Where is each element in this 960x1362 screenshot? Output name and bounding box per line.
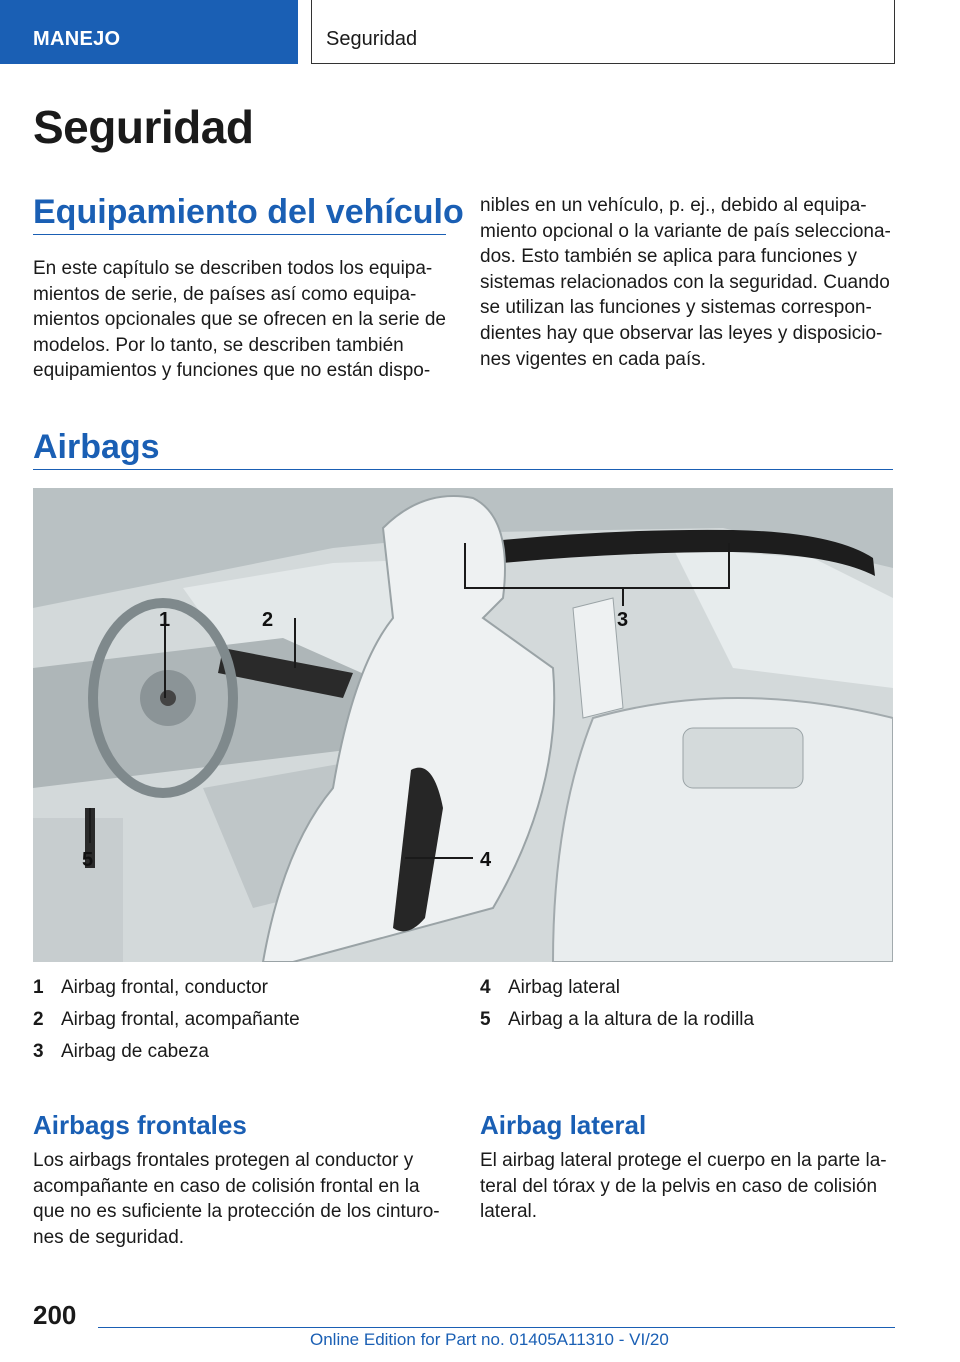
section-tab: MANEJO	[0, 0, 298, 64]
legend-item	[33, 972, 300, 1004]
legend-right	[480, 972, 754, 1036]
callout-2: 2	[262, 609, 274, 631]
airbags-heading-rule	[33, 469, 893, 470]
footer-edition: Online Edition for Part no. 01405A11310 - VI/20	[310, 1330, 669, 1349]
car-interior-drawing	[33, 488, 893, 962]
legend-item	[480, 972, 754, 1004]
legend-number: 1	[33, 977, 44, 998]
page-number: 200	[33, 1300, 77, 1330]
legend-number: 2	[33, 1009, 44, 1030]
legend-item	[33, 1036, 300, 1068]
legend-number: 5	[480, 1009, 491, 1030]
frontal-text: Los airbags frontales protegen al conductor y acompañante en caso de colisión frontal en la que no es suficiente la protección de los cinturo- nes de seguridad.	[33, 1150, 440, 1248]
callout-3: 3	[617, 609, 629, 631]
legend-item	[33, 1004, 300, 1036]
legend-item	[480, 1004, 754, 1036]
legend-label: Airbag frontal, acompañante	[61, 1009, 300, 1030]
legend-label: Airbag a la altura de la rodilla	[508, 1009, 755, 1030]
airbags-illustration	[33, 488, 893, 962]
legend-label: Airbag frontal, conductor	[61, 977, 269, 998]
airbags-heading: Airbags	[33, 428, 160, 466]
equipment-text-col1: En este capítulo se describen todos los equipa- mientos de serie, de países así como equipa- mientos opcionales que se ofrecen en la serie de modelos. Por lo tanto, se describen también equipamientos y funciones que no están dispo-	[33, 258, 446, 382]
frontal-heading: Airbags frontales	[33, 1110, 247, 1140]
equipment-text-col2: nibles en un vehículo, p. ej., debido al equipa- miento opcional o la variante de país selecciona- dos. Esto también se aplica para funciones y sistemas relacionados con la seguridad. Cuando se utilizan las funciones y sistemas correspon- dientes hay que observar las leyes y disposicio- nes vigentes en cada país.	[480, 195, 891, 370]
page-title: Seguridad	[33, 101, 254, 153]
legend-label: Airbag de cabeza	[61, 1041, 209, 1062]
callout-1: 1	[159, 609, 171, 631]
lateral-text: El airbag lateral protege el cuerpo en la parte la- teral del tórax y de la pelvis en caso de colisión lateral.	[480, 1150, 887, 1223]
equipment-heading: Equipamiento del vehículo	[33, 193, 464, 231]
legend-left	[33, 972, 300, 1068]
callout-4: 4	[480, 849, 492, 871]
equipment-heading-rule	[33, 234, 446, 235]
callout-5: 5	[82, 849, 94, 871]
legend-label: Airbag lateral	[508, 977, 620, 998]
footer-rule	[98, 1327, 895, 1328]
legend-number: 3	[33, 1041, 44, 1062]
lateral-heading: Airbag lateral	[480, 1110, 647, 1140]
legend-number: 4	[480, 977, 491, 998]
chapter-header: Seguridad	[311, 0, 895, 64]
